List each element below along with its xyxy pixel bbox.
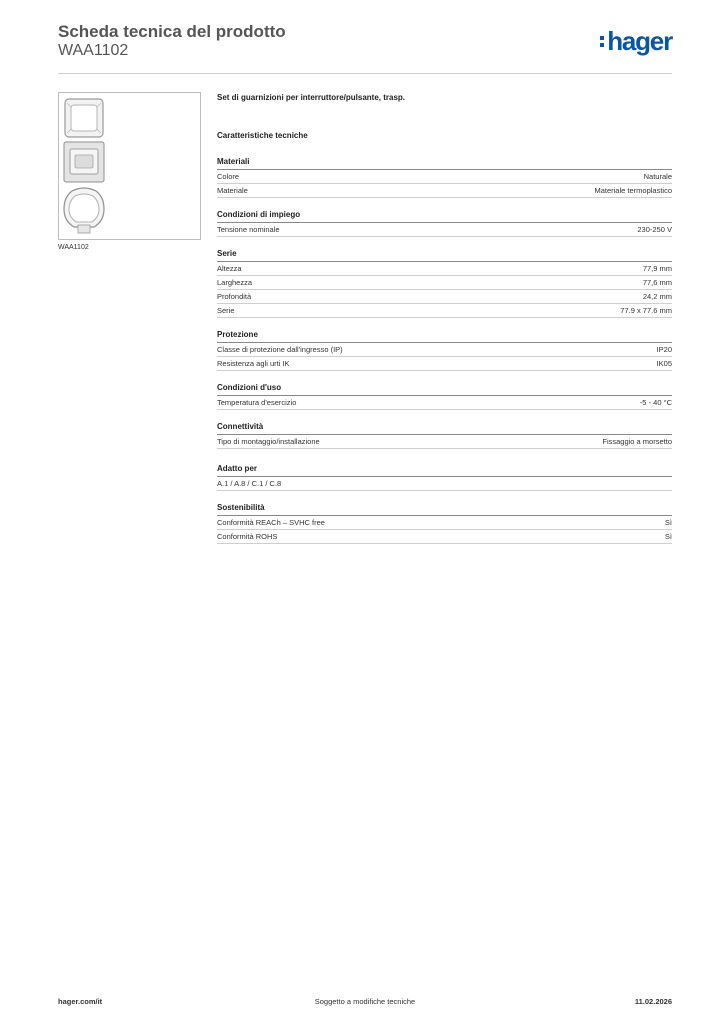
section-title: Sostenibilità — [217, 502, 672, 516]
spec-value: IP20 — [656, 345, 672, 354]
spec-row — [217, 396, 672, 410]
section-serie — [217, 248, 672, 318]
product-image — [58, 92, 201, 240]
spec-value: 77.9 x 77.6 mm — [620, 306, 672, 315]
spec-label: Materiale — [217, 186, 248, 195]
spec-row — [217, 276, 672, 290]
section-title: Connettività — [217, 421, 672, 435]
spec-value: Sì — [664, 532, 672, 541]
section-title: Condizioni d'uso — [217, 382, 672, 396]
spec-content — [217, 93, 672, 555]
spec-row — [217, 516, 672, 530]
spec-value: Naturale — [643, 172, 672, 181]
spec-row — [217, 223, 672, 237]
spec-label: Profondità — [217, 292, 252, 301]
spec-row — [217, 357, 672, 371]
spec-value: Sì — [664, 518, 672, 527]
section-sostenibilita — [217, 502, 672, 544]
section-title: Serie — [217, 248, 672, 262]
spec-label: A.1 / A.8 / C.1 / C.8 — [217, 479, 282, 488]
spec-label: Tensione nominale — [217, 225, 280, 234]
spec-label: Classe di protezione dall'ingresso (IP) — [217, 345, 343, 354]
footer-notice: Soggetto a modifiche tecniche — [314, 997, 416, 1006]
spec-label: Conformità ROHS — [217, 532, 278, 541]
product-description: Set di guarnizioni per interruttore/pulsante, trasp. — [217, 93, 406, 102]
spec-row — [217, 290, 672, 304]
product-code: WAA1102 — [58, 42, 129, 59]
section-title: Condizioni di impiego — [217, 209, 672, 223]
gasket-set-image — [59, 93, 200, 239]
section-protezione — [217, 329, 672, 371]
spec-row — [217, 304, 672, 318]
spec-value: Fissaggio a morsetto — [602, 437, 672, 446]
section-title: Adatto per — [217, 463, 672, 477]
image-caption: WAA1102 — [58, 244, 89, 251]
spec-row — [217, 170, 672, 184]
spec-row — [217, 262, 672, 276]
hager-logo — [600, 28, 672, 54]
spec-value: Materiale termoplastico — [594, 186, 672, 195]
spec-row — [217, 530, 672, 544]
spec-row — [217, 477, 672, 491]
footer-date: 11.02.2026 — [634, 997, 672, 1006]
page-header — [58, 22, 672, 72]
spec-value: 24,2 mm — [642, 292, 672, 301]
header-divider — [58, 73, 672, 74]
section-condizioni-uso — [217, 382, 672, 410]
spec-label: Temperatura d'esercizio — [217, 398, 297, 407]
spec-row — [217, 435, 672, 449]
spec-label: Larghezza — [217, 278, 253, 287]
spec-value: 77,6 mm — [642, 278, 672, 287]
spec-value: IK05 — [656, 359, 672, 368]
spec-label: Colore — [217, 172, 240, 181]
spec-label: Altezza — [217, 264, 242, 273]
spec-value: 77,9 mm — [642, 264, 672, 273]
spec-value: -5 - 40 °C — [639, 398, 672, 407]
section-connettivita — [217, 421, 672, 449]
specs-heading: Caratteristiche tecniche — [217, 131, 308, 140]
document-title: Scheda tecnica del prodotto — [58, 22, 286, 41]
section-title: Protezione — [217, 329, 672, 343]
spec-row — [217, 343, 672, 357]
footer-website-link[interactable]: hager.com/it — [58, 997, 103, 1006]
section-adatto-per — [217, 463, 672, 491]
logo-dots-icon — [600, 36, 604, 47]
section-materiali — [217, 156, 672, 198]
section-condizioni-impiego — [217, 209, 672, 237]
logo-text: hager — [607, 26, 672, 56]
spec-value: 230-250 V — [637, 225, 672, 234]
spec-label: Conformità REACh – SVHC free — [217, 518, 325, 527]
spec-row — [217, 184, 672, 198]
spec-label: Resistenza agli urti IK — [217, 359, 290, 368]
spec-label: Serie — [217, 306, 235, 315]
spec-label: Tipo di montaggio/installazione — [217, 437, 320, 446]
section-title: Materiali — [217, 156, 672, 170]
